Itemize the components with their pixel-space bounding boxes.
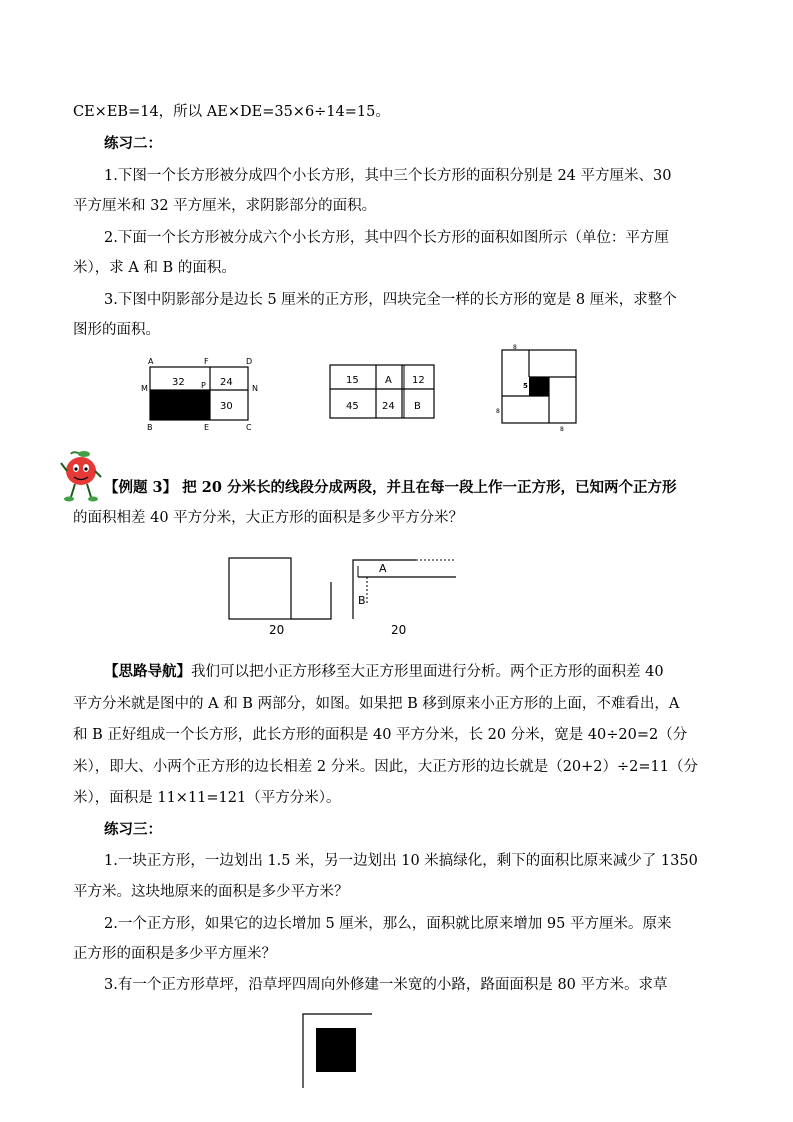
practice3-q2-line1: 2.一个正方形，如果它的边长增加 5 厘米，那么，面积就比原来增加 95 平方厘米。原来 <box>104 916 672 932</box>
fig4-length-right: 20 <box>391 623 407 637</box>
text-line-3: 1.下图一个长方形被分成四个小长方形，其中三个长方形的面积分别是 24 平方厘米、30 <box>104 168 672 184</box>
fig1-label-c: C <box>246 423 252 432</box>
solution-line-4: 米），即大、小两个正方形的边长相差 2 分米。因此，大正方形的边长就是（20+2）÷2=11（分 <box>73 759 698 775</box>
heading-practice-3: 练习三： <box>104 821 162 838</box>
fig4-length-left: 20 <box>269 623 285 637</box>
figure-two-squares <box>222 552 462 640</box>
text-line-8: 图形的面积。 <box>73 322 160 338</box>
fig1-label-b: B <box>147 423 153 432</box>
text-line-10: 的面积相差 40 平方分米，大正方形的面积是多少平方分米？ <box>73 510 464 526</box>
apple-mascot-icon <box>58 449 104 504</box>
fig4-big-square <box>229 558 291 619</box>
fig1-label-e: E <box>204 423 210 432</box>
practice3-q1-line1: 1.一块正方形，一边划出 1.5 米，另一边划出 10 米搞绿化，剩下的面积比原来减少了 1350 <box>104 853 698 869</box>
example-3-title: 【例题 3】 把 20 分米长的线段分成两段，并且在每一段上作一正方形，已知两个正方形 <box>104 479 677 496</box>
fig2-cell-a: A <box>385 375 392 386</box>
fig2-cell-24: 24 <box>382 401 395 412</box>
figure-rectangle-divided <box>138 354 268 432</box>
figure-pinwheel-square <box>494 344 584 434</box>
fig1-label-n: N <box>252 384 258 393</box>
fig1-area-32: 32 <box>172 377 185 388</box>
fig2-cell-15: 15 <box>346 375 359 386</box>
solution-line-5: 米），面积是 11×11=121（平方分米）。 <box>73 790 341 806</box>
text-line-1: CE×EB=14，所以 AE×DE=35×6÷14=15。 <box>73 104 390 120</box>
solution-line-1 <box>104 662 664 682</box>
solution-label: 【思路导航】 <box>104 663 191 680</box>
fig4-small-square <box>291 582 331 619</box>
fig1-shaded-region <box>150 390 210 420</box>
text-line-5: 2.下面一个长方形被分成六个小长方形，其中四个长方形的面积如图所示（单位：平方厘 <box>104 230 669 246</box>
practice3-q2-line2: 正方形的面积是多少平方厘米？ <box>73 946 276 962</box>
fig1-area-24: 24 <box>220 377 233 388</box>
figure-six-rectangles <box>328 362 438 422</box>
fig3-label-top: 8 <box>513 344 517 351</box>
fig3-label-bottom: 8 <box>560 426 564 433</box>
practice3-q3-line1: 3.有一个正方形草坪，沿草坪四周向外修建一米宽的小路，路面面积是 80 平方米。求草 <box>104 977 668 993</box>
fig2-cell-b: B <box>414 401 421 412</box>
fig1-label-d: D <box>246 357 253 366</box>
fig4-label-a: A <box>379 562 387 575</box>
fig5-lawn-square <box>316 1028 356 1072</box>
text-line-7: 3.下图中阴影部分是边长 5 厘米的正方形，四块完全一样的长方形的宽是 8 厘米，求整个 <box>104 292 677 308</box>
fig2-cell-12: 12 <box>412 375 425 386</box>
practice3-q1-line2: 平方米。这块地原来的面积是多少平方米？ <box>73 884 349 900</box>
heading-practice-2: 练习二： <box>104 135 162 152</box>
fig1-label-m: M <box>141 384 148 393</box>
solution-line-3: 和 B 正好组成一个长方形，此长方形的面积是 40 平方分米，长 20 分米，宽是 40÷20=2（分 <box>73 727 688 743</box>
fig3-label-left: 8 <box>496 408 500 415</box>
fig1-label-p: P <box>201 381 206 390</box>
fig1-label-a: A <box>148 357 154 366</box>
fig1-area-30: 30 <box>220 401 233 412</box>
solution-text-1: 我们可以把小正方形移至大正方形里面进行分析。两个正方形的面积差 40 <box>191 664 664 680</box>
solution-line-2: 平方分米就是图中的 A 和 B 两部分，如图。如果把 B 移到原来小正方形的上面，不难看出，A <box>73 696 680 712</box>
fig2-cell-45: 45 <box>346 401 359 412</box>
text-line-4: 平方厘米和 32 平方厘米，求阴影部分的面积。 <box>73 198 377 214</box>
text-line-6: 米），求 A 和 B 的面积。 <box>73 260 236 276</box>
fig4-label-b: B <box>358 594 366 607</box>
fig1-label-f: F <box>204 357 209 366</box>
figure-lawn-path <box>298 1010 378 1090</box>
fig3-shaded-square <box>529 377 549 396</box>
fig3-label-center: 5 <box>523 382 528 390</box>
